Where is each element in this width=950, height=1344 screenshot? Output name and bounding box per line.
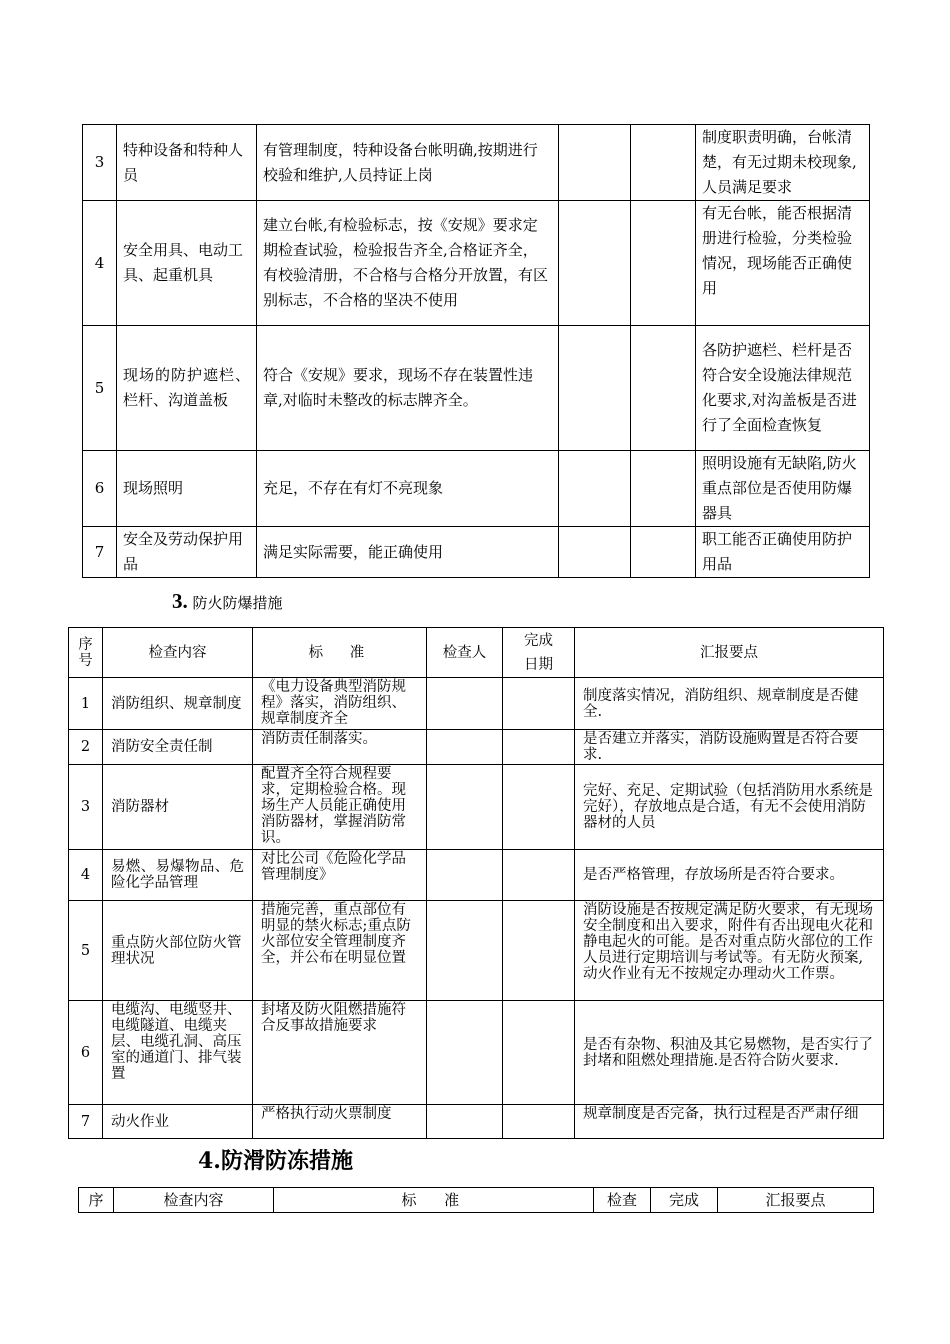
row-number: 7 [83,527,117,578]
inspector-cell [559,451,631,527]
date-cell [503,730,575,765]
header-item: 检查内容 [103,628,253,678]
row-number: 5 [69,901,103,1001]
date-cell [503,765,575,850]
date-cell [503,901,575,1001]
check-item: 电缆沟、电缆竖井、电缆隧道、电缆夹层、电缆孔洞、高压室的通道门、排气装置 [103,1001,253,1105]
date-cell [503,850,575,901]
check-standard: 有管理制度，特种设备台帐明确,按期进行校验和维护,人员持证上岗 [257,125,559,201]
date-cell [503,1105,575,1139]
header-date: 完成 [651,1188,718,1213]
header-standard: 标 准 [253,628,427,678]
header-standard: 标 准 [274,1188,594,1213]
row-number: 1 [69,678,103,730]
row-number: 2 [69,730,103,765]
check-standard: 符合《安规》要求，现场不存在装置性违章,对临时未整改的标志牌齐全。 [257,326,559,451]
report-points: 制度落实情况，消防组织、规章制度是否健全. [575,678,884,730]
date-cell [631,326,696,451]
check-item: 现场的防护遮栏、栏杆、沟道盖板 [117,326,257,451]
check-item: 消防器材 [103,765,253,850]
row-number: 4 [83,201,117,326]
check-standard: 充足，不存在有灯不亮现象 [257,451,559,527]
inspector-cell [427,901,503,1001]
report-points: 完好、充足、定期试验（包括消防用水系统是完好），存放地点是合适，有无不会使用消防器材的人员 [575,765,884,850]
check-item: 安全及劳动保护用品 [117,527,257,578]
header-points: 汇报要点 [575,628,884,678]
date-cell [631,201,696,326]
inspector-cell [559,326,631,451]
header-item: 检查内容 [114,1188,274,1213]
table-header-row [79,1188,874,1213]
check-standard: 措施完善，重点部位有明显的禁火标志;重点防火部位安全管理制度齐全，并公布在明显位置 [253,901,427,1001]
check-item: 易燃、易爆物品、危险化学品管理 [103,850,253,901]
check-standard: 建立台帐,有检验标志，按《安规》要求定期检查试验，检验报告齐全,合格证齐全，有校验清册，不合格与合格分开放置，有区别标志，不合格的坚决不使用 [257,201,559,326]
header-no: 序号 [69,628,103,678]
check-standard: 《电力设备典型消防规程》落实，消防组织、规章制度齐全 [253,678,427,730]
check-standard: 封堵及防火阻燃措施符合反事故措施要求 [253,1001,427,1105]
row-number: 5 [83,326,117,451]
table-row [69,901,884,1001]
check-standard: 严格执行动火票制度 [253,1105,427,1139]
inspector-cell [427,850,503,901]
row-number: 4 [69,850,103,901]
date-cell [631,527,696,578]
header-no: 序 [79,1188,114,1213]
safety-check-table [82,124,870,578]
header-points: 汇报要点 [718,1188,874,1213]
table-row [69,1001,884,1105]
check-item: 消防组织、规章制度 [103,678,253,730]
section-number: 3. [172,589,188,613]
check-standard: 对比公司《危险化学品管理制度》 [253,850,427,901]
table-row [83,125,870,201]
check-standard: 满足实际需要，能正确使用 [257,527,559,578]
inspector-cell [427,765,503,850]
row-number: 6 [83,451,117,527]
report-points: 职工能否正确使用防护用品 [696,527,870,578]
check-item: 现场照明 [117,451,257,527]
report-points: 是否建立并落实，消防设施购置是否符合要求. [575,730,884,765]
report-points: 规章制度是否完备，执行过程是否严肃仔细 [575,1105,884,1139]
date-cell [631,125,696,201]
check-item: 动火作业 [103,1105,253,1139]
table-row [83,451,870,527]
row-number: 7 [69,1105,103,1139]
check-standard: 消防责任制落实。 [253,730,427,765]
table-row [83,201,870,326]
section-heading [172,589,283,614]
report-points: 是否有杂物、积油及其它易燃物，是否实行了封堵和阻燃处理措施.是否符合防火要求. [575,1001,884,1105]
check-item: 特种设备和特种人员 [117,125,257,201]
header-inspector: 检查人 [427,628,503,678]
anti-slip-table [78,1187,874,1213]
fire-prevention-table [68,627,884,1139]
report-points: 消防设施是否按规定满足防火要求，有无现场安全制度和出入要求，附件有否出现电火花和静电起火的可能。是否对重点防火部位的工作人员进行定期培训与考试等。有无防火预案,动火作业有无不按规定办理动火工作票。 [575,901,884,1001]
date-cell [631,451,696,527]
date-cell [503,1001,575,1105]
table-row [69,765,884,850]
inspector-cell [559,201,631,326]
table-row [83,326,870,451]
check-standard: 配置齐全符合规程要求，定期检验合格。现场生产人员能正确使用消防器材，掌握消防常识。 [253,765,427,850]
row-number: 3 [83,125,117,201]
date-cell [503,678,575,730]
header-inspector: 检查 [594,1188,651,1213]
report-points: 制度职责明确，台帐清楚，有无过期未校现象,人员满足要求 [696,125,870,201]
table-header-row [69,628,884,678]
inspector-cell [427,730,503,765]
table-row [69,1105,884,1139]
report-points: 各防护遮栏、栏杆是否符合安全设施法律规范化要求,对沟盖板是否进行了全面检查恢复 [696,326,870,451]
inspector-cell [427,1001,503,1105]
report-points: 有无台帐，能否根据清册进行检验，分类检验情况，现场能否正确使用 [696,201,870,326]
table-row [83,527,870,578]
table-row [69,678,884,730]
check-item: 重点防火部位防火管理状况 [103,901,253,1001]
section-title: 防火防爆措施 [192,594,283,612]
inspector-cell [559,125,631,201]
table-row [69,850,884,901]
section-heading: 4.防滑防冻措施 [198,1148,353,1174]
table-row [69,730,884,765]
check-item: 安全用具、电动工具、起重机具 [117,201,257,326]
inspector-cell [427,678,503,730]
report-points: 是否严格管理，存放场所是否符合要求。 [575,850,884,901]
inspector-cell [559,527,631,578]
check-item: 消防安全责任制 [103,730,253,765]
row-number: 3 [69,765,103,850]
header-date: 完成日期 [503,628,575,678]
row-number: 6 [69,1001,103,1105]
inspector-cell [427,1105,503,1139]
report-points: 照明设施有无缺陷,防火重点部位是否使用防爆器具 [696,451,870,527]
